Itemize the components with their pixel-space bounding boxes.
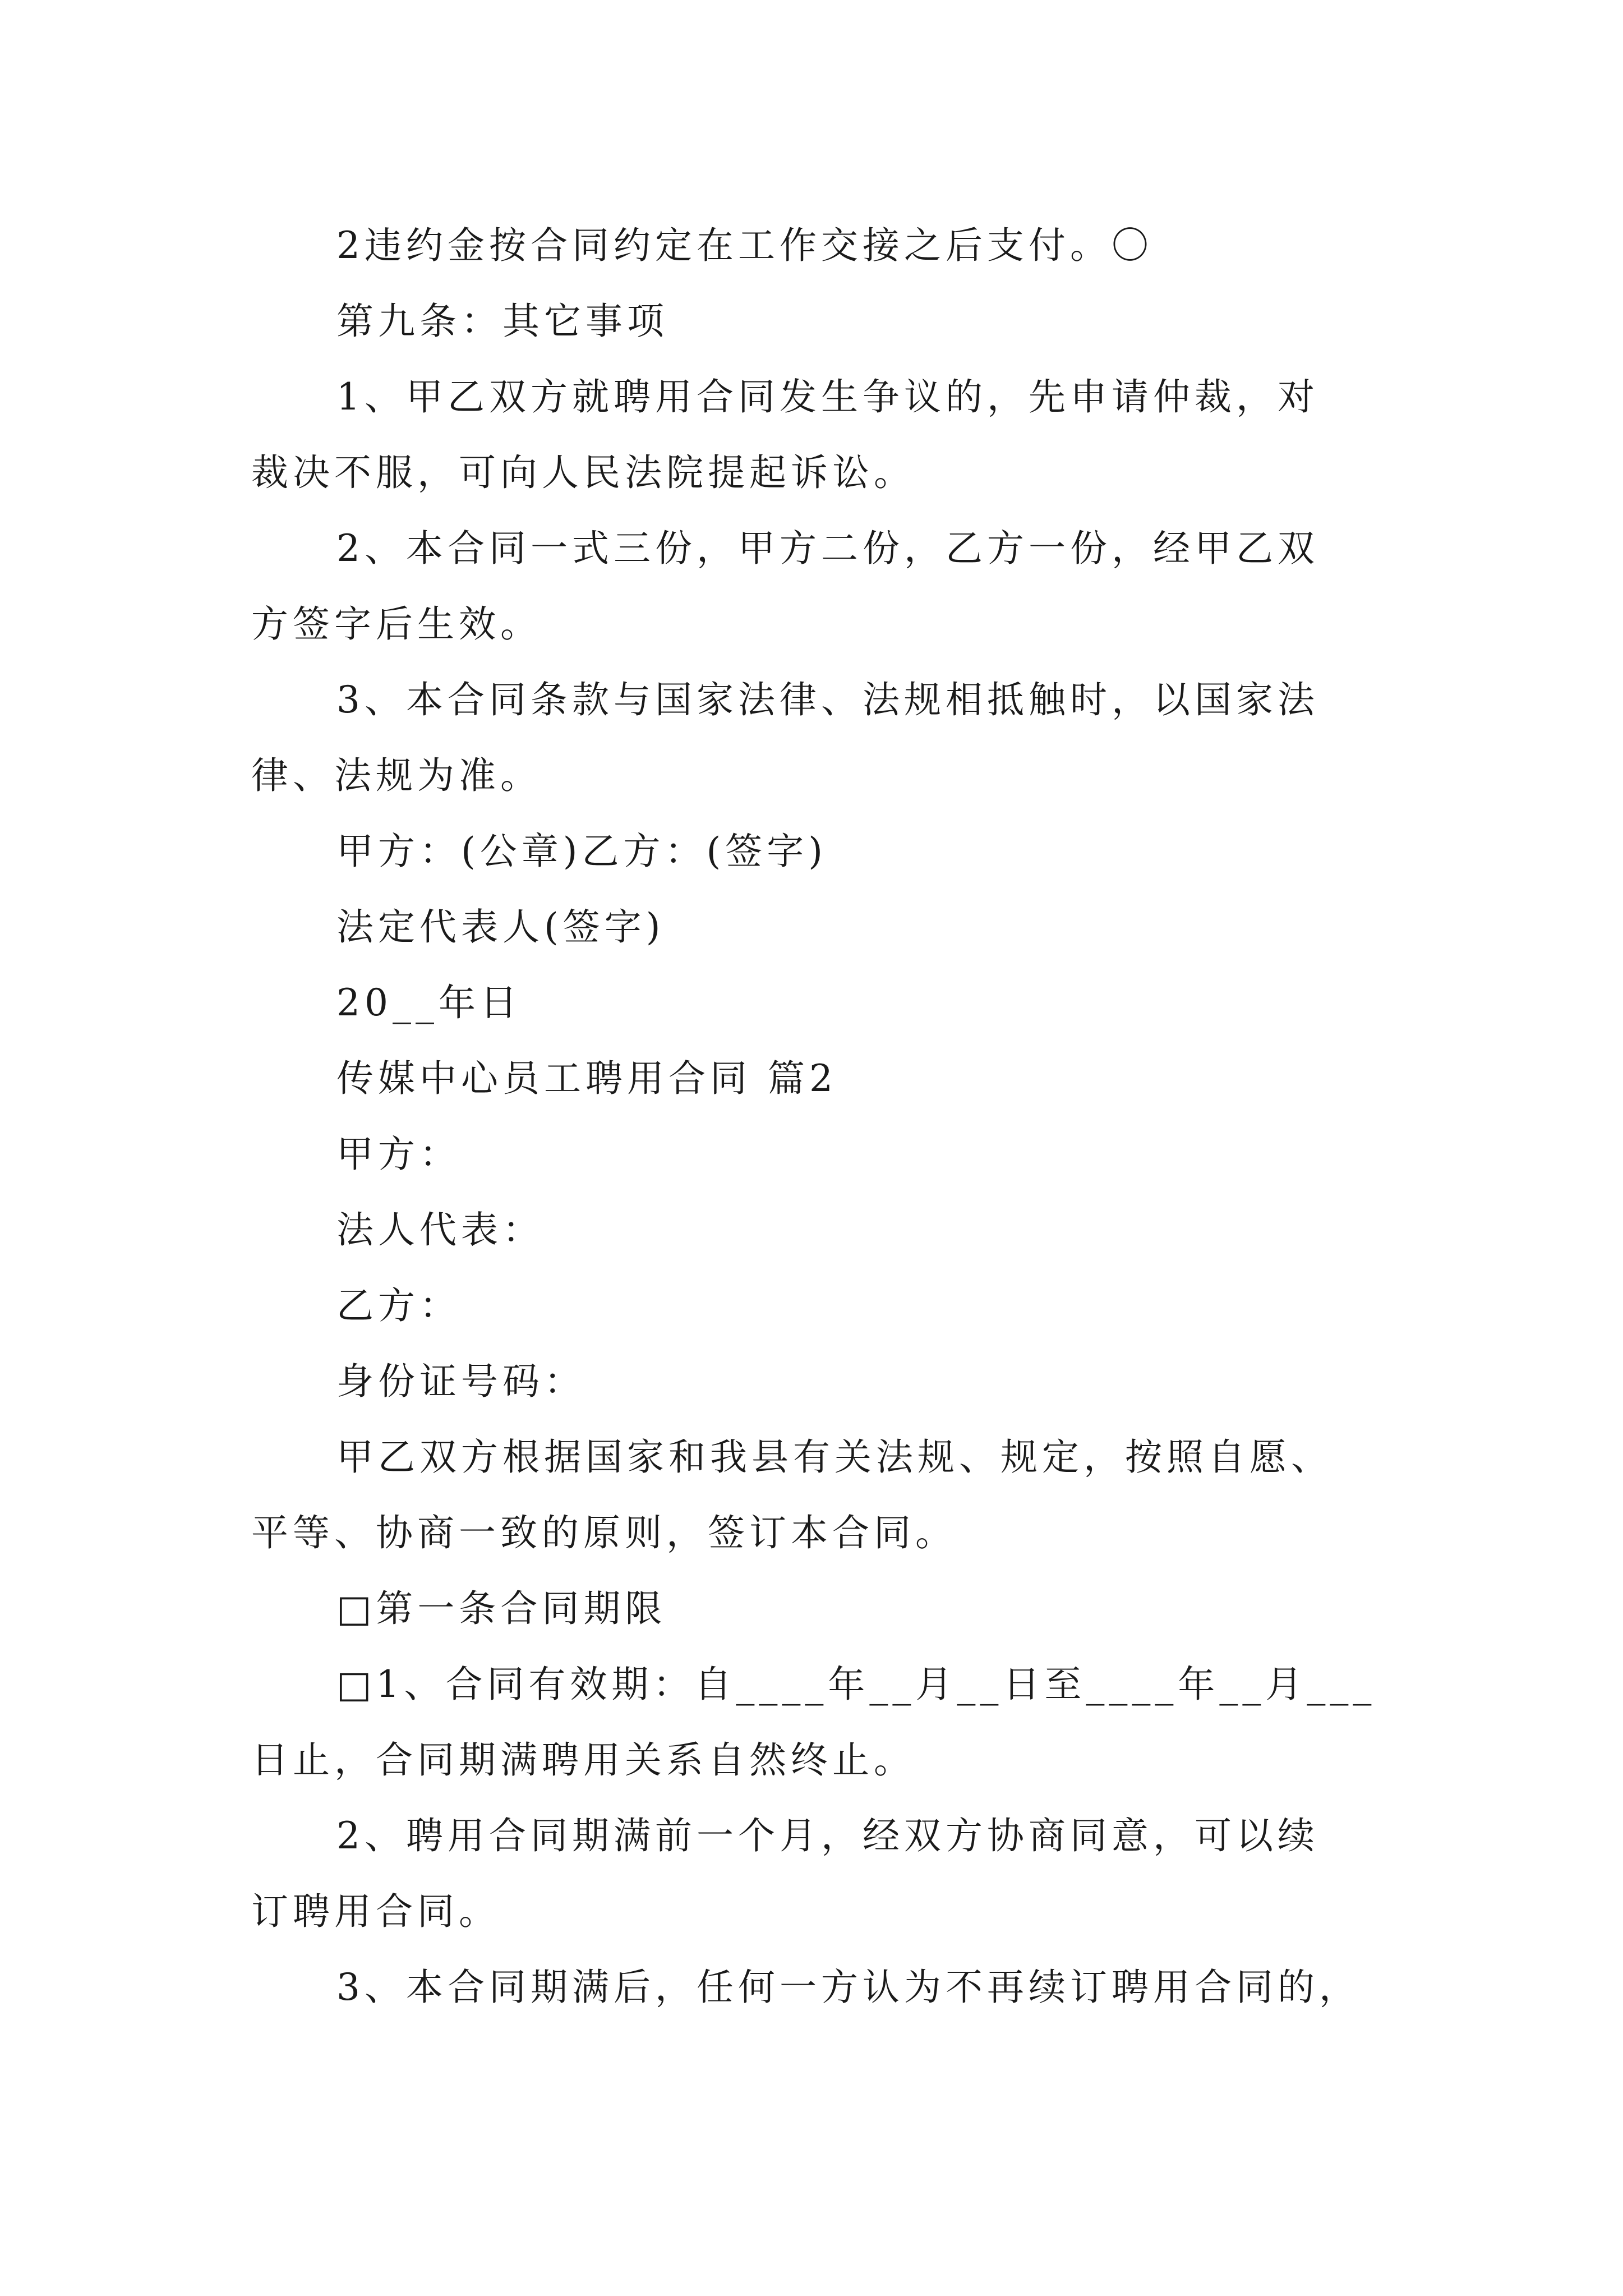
field-id-number: 身份证号码： xyxy=(336,1360,585,1403)
text-line-renewal-1: 2、聘用合同期满前一个月，经双方协商同意，可以续 xyxy=(336,1814,1319,1857)
text-line-preamble-2: 平等、协商一致的原则，签订本合同。 xyxy=(251,1511,957,1554)
signature-line-legal-rep: 法定代表人(签字) xyxy=(336,905,665,949)
field-party-b: 乙方： xyxy=(336,1284,461,1327)
text-line-copies-1: 2、本合同一式三份，甲方二份，乙方一份，经甲乙双 xyxy=(336,527,1319,570)
contract-title-part-2: 传媒中心员工聘用合同 篇2 xyxy=(336,1057,837,1100)
article-heading-other-matters: 第九条：其它事项 xyxy=(336,300,668,343)
text-line-dispute-1: 1、甲乙双方就聘用合同发生争议的，先申请仲裁，对 xyxy=(336,375,1319,418)
article-heading-contract-term: □第一条合同期限 xyxy=(336,1587,667,1630)
text-line-law-conflict-1: 3、本合同条款与国家法律、法规相抵触时，以国家法 xyxy=(336,678,1319,721)
text-line-validity-2: 日止，合同期满聘用关系自然终止。 xyxy=(251,1738,915,1782)
text-line-dispute-2: 裁决不服，可向人民法院提起诉讼。 xyxy=(251,451,915,494)
field-legal-representative: 法人代表： xyxy=(336,1208,544,1251)
field-party-a: 甲方： xyxy=(336,1133,461,1176)
date-line: 20__年日 xyxy=(336,981,522,1024)
text-line-law-conflict-2: 律、法规为准。 xyxy=(251,754,542,797)
text-line-renewal-2: 订聘用合同。 xyxy=(251,1890,500,1933)
text-line-copies-2: 方签字后生效。 xyxy=(251,602,542,646)
text-line-preamble-1: 甲乙双方根据国家和我县有关法规、规定，按照自愿、 xyxy=(336,1435,1332,1479)
text-line-expiry: 3、本合同期满后，任何一方认为不再续订聘用合同的， xyxy=(336,1966,1361,2009)
text-line-validity-1: □1、合同有效期：自____年__月__日至____年__月___ xyxy=(336,1663,1376,1706)
signature-line-parties: 甲方：(公章)乙方：(签字) xyxy=(336,830,827,873)
text-line-penalty-payment: 2违约金按合同约定在工作交接之后支付。〇 xyxy=(336,224,1153,267)
